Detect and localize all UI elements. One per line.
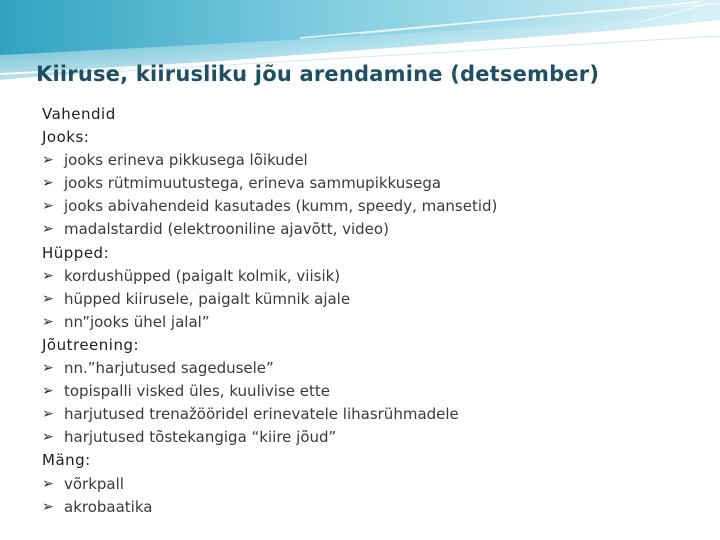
arrow-bullet-icon: ➢ bbox=[42, 198, 54, 215]
arrow-bullet-icon: ➢ bbox=[42, 429, 54, 446]
list-item-text: harjutused tõstekangiga “kiire jõud” bbox=[64, 428, 337, 447]
list-item-text: madalstardid (elektrooniline ajavõtt, video) bbox=[64, 220, 389, 239]
list-item bbox=[42, 496, 702, 519]
arrow-bullet-icon: ➢ bbox=[42, 383, 54, 400]
arrow-bullet-icon: ➢ bbox=[42, 498, 54, 515]
list-item-text: hüpped kiirusele, paigalt kümnik ajale bbox=[64, 289, 351, 308]
arrow-bullet-icon: ➢ bbox=[42, 175, 54, 192]
list-item-text: akrobaatika bbox=[64, 497, 153, 516]
list-item bbox=[42, 380, 702, 403]
list-item bbox=[42, 265, 702, 288]
section-heading-hupped: Hüpped: bbox=[42, 243, 110, 262]
list-item bbox=[42, 288, 702, 311]
section-heading-joutreening: Jõutreening: bbox=[42, 335, 140, 354]
list-item-text: nn”jooks ühel jalal” bbox=[64, 312, 210, 331]
arrow-bullet-icon: ➢ bbox=[42, 290, 54, 307]
arrow-bullet-icon: ➢ bbox=[42, 221, 54, 238]
section-heading-mang: Mäng: bbox=[42, 451, 91, 470]
list-item-text: nn.”harjutused sagedusele” bbox=[64, 359, 274, 378]
list-item bbox=[42, 473, 702, 496]
list-item-text: võrkpall bbox=[64, 474, 124, 493]
list-item-text: jooks erineva pikkusega lõikudel bbox=[64, 151, 308, 170]
list-item bbox=[42, 195, 702, 218]
arrow-bullet-icon: ➢ bbox=[42, 152, 54, 169]
arrow-bullet-icon: ➢ bbox=[42, 267, 54, 284]
list-item-text: kordushüpped (paigalt kolmik, viisik) bbox=[64, 266, 341, 285]
arrow-bullet-icon: ➢ bbox=[42, 360, 54, 377]
list-item bbox=[42, 403, 702, 426]
arrow-bullet-icon: ➢ bbox=[42, 475, 54, 492]
list-item bbox=[42, 311, 702, 334]
slide-content bbox=[42, 103, 702, 519]
arrow-bullet-icon: ➢ bbox=[42, 313, 54, 330]
section-heading-jooks: Jooks: bbox=[42, 128, 90, 147]
header-wave-decoration bbox=[0, 0, 720, 110]
slide-title: Kiiruse, kiirusliku jõu arendamine (detsember) bbox=[36, 62, 600, 86]
list-item bbox=[42, 218, 702, 241]
list-item-text: jooks rütmimuutustega, erineva sammupikkusega bbox=[64, 174, 442, 193]
list-item-text: jooks abivahendeid kasutades (kumm, speedy, mansetid) bbox=[64, 197, 498, 216]
list-item bbox=[42, 172, 702, 195]
list-item-text: harjutused trenažööridel erinevatele lihasrühmadele bbox=[64, 405, 459, 424]
list-item-text: topispalli visked üles, kuulivise ette bbox=[64, 382, 330, 401]
intro-line: Vahendid bbox=[42, 105, 116, 123]
list-item bbox=[42, 149, 702, 172]
list-item bbox=[42, 426, 702, 449]
list-item bbox=[42, 357, 702, 380]
arrow-bullet-icon: ➢ bbox=[42, 406, 54, 423]
